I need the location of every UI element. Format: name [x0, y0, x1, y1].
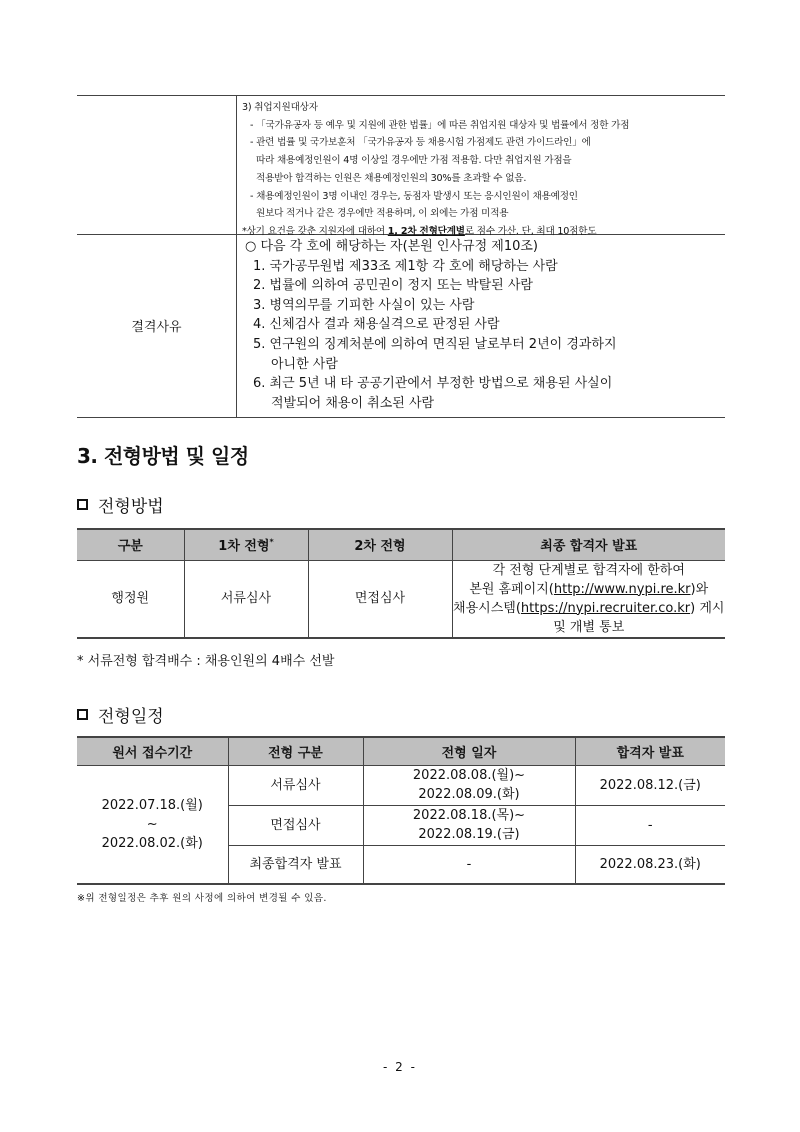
date-cell: -: [363, 845, 575, 884]
text-line: 3) 취업지원대상자: [242, 102, 318, 113]
method-heading-text: 전형방법: [98, 497, 164, 517]
text-line: 4. 신체검사 결과 채용실격으로 판정된 사람: [253, 317, 500, 333]
final-line: 채용시스템(https://nypi.recruiter.co.kr) 게시: [453, 600, 725, 616]
second-stage-cell: 면접심사: [308, 560, 452, 638]
text-line: ○ 다음 각 호에 해당하는 자(본원 인사규정 제10조): [245, 239, 538, 254]
result-cell: -: [575, 805, 725, 845]
text-line: 적용받아 합격하는 인원은 채용예정인원의 30%를 초과할 수 없음.: [256, 172, 527, 184]
stage-cell: 면접심사: [228, 805, 363, 845]
result-cell: 2022.08.23.(화): [575, 845, 725, 884]
eligibility-table: [77, 95, 725, 417]
method-heading: [77, 492, 164, 517]
text-line: 3. 병역의무를 기피한 사실이 있는 사람: [253, 297, 475, 313]
final-line: 본원 홈페이지(http://www.nypi.re.kr)와: [469, 581, 709, 597]
page-number: - 2 -: [383, 1060, 417, 1074]
summary-emphasis: 1, 2차 전형단계별: [387, 225, 465, 237]
text-line: 2. 법률에 의하여 공민권이 정지 또는 박탈된 사람: [253, 278, 533, 294]
text-line: 1. 국가공무원법 제33조 제1항 각 호에 해당하는 사람: [253, 258, 558, 274]
header-result: 합격자 발표: [575, 737, 725, 765]
date-cell: 2022.08.08.(월)~ 2022.08.09.(화): [363, 765, 575, 805]
veteran-bonus-cell: [242, 99, 722, 241]
stage-cell: 서류심사: [228, 765, 363, 805]
text-line: 적발되어 채용이 취소된 사람: [271, 395, 435, 411]
square-bullet-icon: [77, 499, 88, 510]
header-category: 구분: [77, 529, 184, 560]
section-title: 3. 전형방법 및 일정: [77, 444, 249, 468]
text-line: 6. 최근 5년 내 타 공공기관에서 부정한 방법으로 채용된 사실이: [253, 376, 613, 392]
period-sep: ~: [146, 816, 158, 832]
period-cell: [77, 765, 228, 884]
text-line: 5. 연구원의 징계처분에 의하여 면직된 날로부터 2년이 경과하지: [253, 336, 617, 352]
header-stage: 전형 구분: [228, 737, 363, 765]
disqualification-cell: [245, 237, 715, 413]
stage-cell: 최종합격자 발표: [228, 845, 363, 884]
schedule-table: [77, 736, 725, 885]
method-note: * 서류전형 합격배수 : 채용인원의 4배수 선발: [77, 654, 335, 669]
text-line: 원보다 적거나 같은 경우에만 적용하며, 이 외에는 가점 미적용: [256, 208, 509, 220]
date-cell: 2022.08.18.(목)~ 2022.08.19.(금): [363, 805, 575, 845]
schedule-heading-text: 전형일정: [98, 707, 164, 727]
period-end: 2022.08.02.(화): [101, 835, 203, 851]
schedule-heading: [77, 702, 164, 727]
text-line: 따라 채용예정인원이 4명 이상일 경우에만 가점 적용함. 다만 취업지원 가점을: [256, 155, 572, 167]
text-line: - 관련 법률 및 국가보훈처 「국가유공자 등 채용시험 가점제도 관련 가이드라인」에: [250, 137, 591, 149]
first-stage-cell: 서류심사: [184, 560, 308, 638]
text-line: - 「국가유공자 등 예우 및 지원에 관한 법률」에 따른 취업지원 대상자 및 법률에서 정한 가점: [250, 119, 630, 131]
final-cell: [452, 560, 725, 638]
text-line: 아니한 사람: [271, 356, 338, 372]
category-cell: 행정원: [77, 560, 184, 638]
recruit-system-link[interactable]: https://nypi.recruiter.co.kr: [520, 600, 691, 616]
text-line: - 채용예정인원이 3명 이내인 경우는, 동점자 발생시 또는 응시인원이 채용예정인: [250, 190, 578, 202]
summary-prefix: *상기 요건을 갖춘 지원자에 대하여: [242, 225, 388, 237]
method-table: [77, 528, 725, 639]
schedule-note: ※위 전형일정은 추후 원의 사정에 의하여 변경될 수 있음.: [77, 893, 327, 904]
header-first-stage: 1차 전형*: [184, 529, 308, 560]
homepage-link[interactable]: http://www.nypi.re.kr: [553, 581, 691, 597]
disqualification-label: 결격사유: [131, 320, 182, 335]
period-start: 2022.07.18.(월): [101, 797, 203, 813]
header-second-stage: 2차 전형: [308, 529, 452, 560]
header-date: 전형 일자: [363, 737, 575, 765]
summary-suffix: 로 점수 가산. 단, 최대 10점한도: [464, 225, 597, 237]
result-cell: 2022.08.12.(금): [575, 765, 725, 805]
final-line: 각 전형 단계별로 합격자에 한하여: [492, 562, 685, 578]
header-period: 원서 접수기간: [77, 737, 228, 765]
final-line: 및 개별 통보: [553, 619, 625, 635]
square-bullet-icon: [77, 709, 88, 720]
header-final: 최종 합격자 발표: [452, 529, 725, 560]
